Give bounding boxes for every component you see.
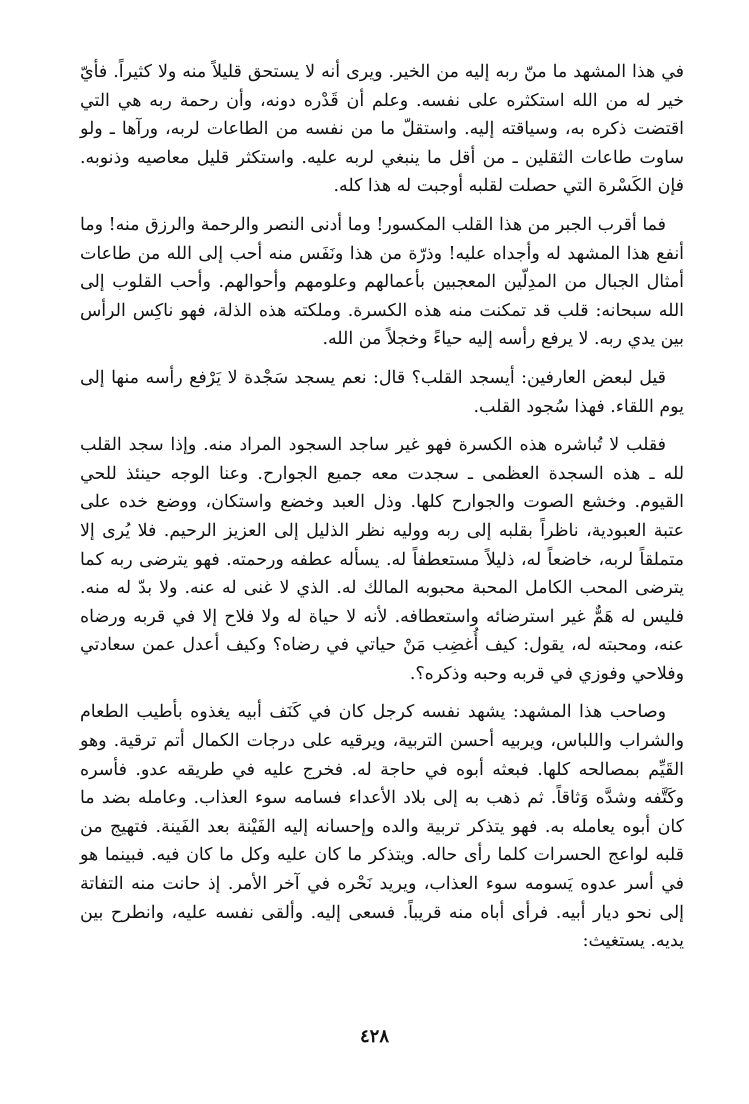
paragraph-5: وصاحب هذا المشهد: يشهد نفسه كرجل كان في كَنَف أبيه يغذوه بأطيب الطعام والشراب واللباس، ويربيه أحسن التربية، ويرقيه على درجات الكمال أتم ترقية. وهو القَيِّم بمصالحه كلها. فبعثه أبوه في حاجة له. فخرج عليه في طريقه عدو. فأسره وكَتَّفه وشدَّه وَثاقاً. ثم ذهب به إلى بلاد الأعداء فسامه سوء العذاب. وعامله بضد ما كان أبوه يعامله به. فهو يتذكر تربية والده وإحسانه إليه الفَيْنة بعد الفَينة. فتهيج من قلبه لواعج الحسرات كلما رأى حاله. ويتذكر ما كان عليه وكل ما كان فيه. فبينما هو في أسر عدوه يَسومه سوء العذاب، ويريد نَحْره في آخر الأمر. إذ حانت منه التفاتة إلى نحو ديار أبيه. فرأى أباه منه قريباً. فسعى إليه. وألقى نفسه عليه، وانطرح بين يديه. يستغيث: [80, 702, 684, 952]
paragraph-4: فقلب لا تُباشره هذه الكسرة فهو غير ساجد السجود المراد منه. وإذا سجد القلب لله ـ هذه السجدة العظمى ـ سجدت معه جميع الجوارح. وعنا الوجه حينئذ للحي القيوم. وخشع الصوت والجوارح كلها. وذل العبد وخضع واستكان، ووضع خده على عتبة العبودية، ناظراً بقلبه إلى ربه ووليه نظر الذليل إلى العزيز الرحيم. فلا يُرى إلا متملقاً لربه، خاضعاً له، ذليلاً مستعطفاً له. يسأله عطفه ورحمته. فهو يترضى ربه كما يترضى المحب الكامل المحبة محبوبه المالك له. الذي لا غنى له عنه. ولا بدّ له منه. فليس له هَمٌّ غير استرضائه واستعطافه. لأنه لا حياة له ولا فلاح إلا في قربه ورضاه عنه، ومحبته له، يقول: كيف أُغضِب مَنْ حياتي في رضاه؟ وكيف أعدل عمن سعادتي وفلاحي وفوزي في قربه وحبه وذكره؟. [80, 435, 684, 684]
paragraph-3: قيل لبعض العارفين: أيسجد القلب؟ قال: نعم يسجد سَجْدة لا يَرْفع رأسه منها إلى يوم اللقاء. فهذا سُجود القلب. [80, 367, 684, 417]
paragraph-1: في هذا المشهد ما منّ ربه إليه من الخير. ويرى أنه لا يستحق قليلاً منه ولا كثيراً. فأيّ خير له من الله استكثره على نفسه. وعلم أن قَدْره دونه، وأن رحمة ربه هي التي اقتضت ذكره به، وسياقته إليه. واستقلّ ما من نفسه من الطاعات لربه، ورآها ـ ولو ساوت طاعات الثقلين ـ من أقل ما ينبغي لربه عليه. واستكثر قليل معاصيه وذنوبه. فإن الكَسْرة التي حصلت لقلبه أوجبت له هذا كله. [80, 62, 684, 197]
page-body [80, 58, 684, 956]
page-number: ٤٢٨ [359, 1026, 389, 1047]
paragraph-2: فما أقرب الجبر من هذا القلب المكسور! وما أدنى النصر والرحمة والرزق منه! وما أنفع هذا المشهد له وأجداه عليه! وذرّة من هذا ونَفَس منه أحب إلى الله من طاعات أمثال الجبال من المدِلّين المعجبين بأعمالهم وعلومهم وأحوالهم. وأحب القلوب إلى الله سبحانه: قلب قد تمكنت منه هذه الكسرة. وملكته هذه الذلة، فهو ناكِس الرأس بين يدي ربه. لا يرفع رأسه إليه حياءً وخجلاً من الله. [80, 214, 684, 350]
